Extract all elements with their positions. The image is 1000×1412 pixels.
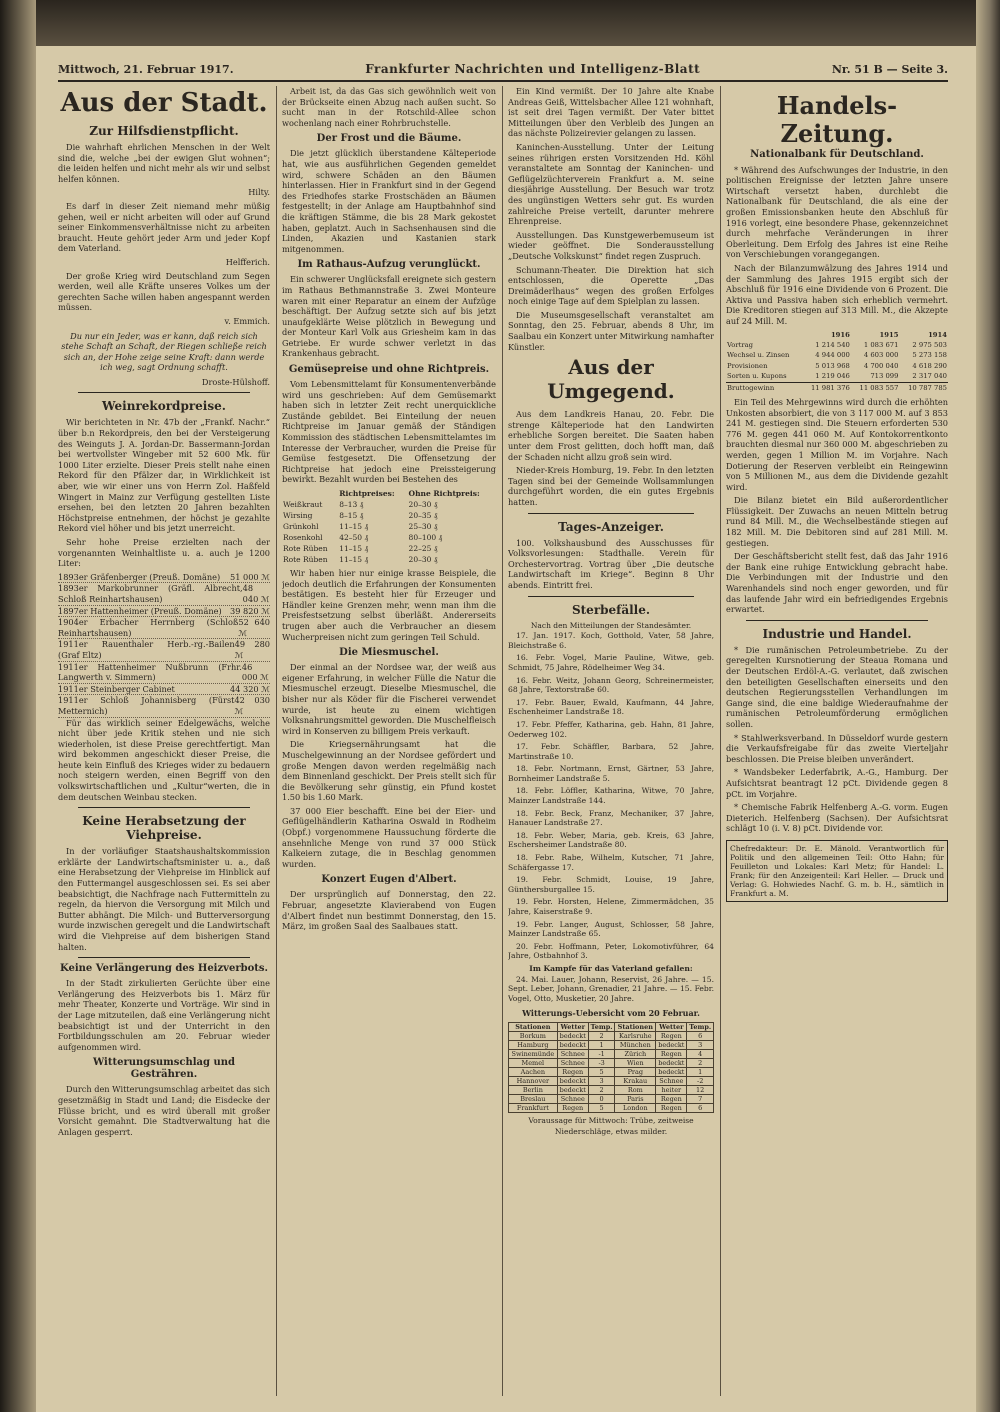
wine-row: 1893er Markobrunner (Gräfl. Albrecht, Schloß Reinhartshausen) 48 040 ℳ — [58, 583, 270, 604]
article-text: Ein Teil des Mehrgewinns wird durch die erhöhten Unkosten absorbiert, die von 3 117 000 M. auf 3 853 241 M. gestiegen sind. Die Steuern erforderten 530 776 M. gegen 441 060 M. Auf Kontokorrentkonto brauchten diesmal nur 360 000 M. abgeschrieben zu werden, gegen 1 Million M. im Vorjahre. Nach Dotierung der Reserven verbleibt ein Reingewinn von 5 Millionen M., aus dem die Dividende gezahlt wird. — [726, 396, 948, 492]
article-text: Vom Lebensmittelamt für Konsumentenverbände wird uns geschrieben: Auf dem Gemüsemarkt haben sich in letzter Zeit recht unerquickliche Zustände gebildet. Bei Einteilung der neuen Richtpreise im Januar gemäß der Ständigen Kommission des städtischen Lebensmittelamtes im Interesse der Verbraucher, wurden die Preise für Gemüse festgesetzt. Die Offensetzung der Richtpreise hat jedoch eine Preissteigerung bewirkt. Bezahlt wurden bei Bestehen des — [282, 379, 496, 485]
article-text: Es darf in dieser Zeit niemand mehr müßig gehen, weil er nicht arbeiten will oder auf Grund seiner Einkommensverhältnisse nicht zu arbeiten braucht. Heute gehört jeder Arm und jeder Kopf dem Vaterland. — [58, 200, 270, 254]
article-text: Sehr hohe Preise erzielten nach der vorgenannten Weinhaltliste u. a. auch je 1200 Liter: — [58, 537, 270, 569]
list-item: 17. Febr. Bauer, Ewald, Kaufmann, 44 Jahre, Eschenheimer Landstraße 18. — [508, 697, 714, 717]
table-row: Hannover bedeckt 3 Krakau Schnee -2 — [509, 1076, 714, 1085]
section-heading-city: Aus der Stadt. — [60, 88, 268, 118]
table-row: Rote Rüben 11–15 ₰ 20–30 ₰ — [283, 555, 438, 564]
section-heading-region: Aus der Umgegend. — [547, 355, 675, 404]
article-text: Die Bilanz bietet ein Bild außerordentlicher Flüssigkeit. Der Zuwachs an neuen Mitteln betrug rund 84 Mill. M., die Wechselbestände stiegen auf 182 Mill. M. Die Debitoren sind auf 281 Mill. M. gestiegen. — [726, 495, 948, 548]
divider — [528, 596, 694, 597]
wine-row: 1904er Erbacher Herrnberg (Schloß Reinhartshausen) 52 640 ℳ — [58, 617, 270, 638]
article-text: Der ursprünglich auf Donnerstag, den 22. Februar, angesetzte Klavierabend von Eugen d'Albert findet nun bestimmt Donnerstag, den 15. März, im großen Saal des Saalbaues statt. — [282, 889, 496, 932]
quote-signature: Helfferich. — [225, 256, 270, 267]
article-text: Der einmal an der Nordsee war, der weiß aus eigener Erfahrung, in welcher Fülle die Natur die Miesmuschel erzeugt. Dieselbe Miesmuschel, die bisher nur als Köder für die Fischerei verwendet wurde, ist heute zu einem wichtigen Volksnahrungsmittel geworden. Die Muschelfleisch wird in Konserven zu billigem Preis verkauft. — [282, 662, 496, 736]
list-item: 17. Febr. Schäffler, Barbara, 52 Jahre, Martinstraße 10. — [508, 742, 714, 761]
list-item: 18. Febr. Löffler, Katharina, Witwe, 70 Jahre, Mainzer Landstraße 144. — [508, 786, 714, 806]
table-row: Grünkohl 11–15 ₰ 25–30 ₰ — [283, 522, 438, 531]
newspaper-page — [36, 46, 976, 1412]
table-row: Sorten u. Kupons 1 219 046 713 099 2 317 040 — [727, 372, 947, 381]
article-text: Arbeit ist, da das Gas sich gewöhnlich weit von der Brückseite einen Abzug nach außen sucht. So sucht man in der Rotschild-Allee schon wochenlang nach einer Rohrbruchstelle. — [282, 86, 496, 128]
article-text: * Stahlwerksverband. In Düsseldorf wurde gestern die Verkaufsfreigabe für das zweite Vierteljahr beschlossen. Die Preise bleiben unverändert. — [726, 732, 948, 764]
section-heading-commerce: Handels-Zeitung. — [776, 91, 898, 148]
list-item: 17. Febr. Pfeffer, Katharina, geb. Hahn, 81 Jahre, Oederweg 102. — [508, 719, 714, 739]
section-heading-deaths: Sterbefälle. — [571, 602, 651, 617]
article-text: In der vorläufiger Staatshaushaltskommission erklärte der Landwirtschaftsminister u. a., daß eine Herabsetzung der Viehpreise im Hinblick auf den Futtermangel ausgeschlossen sei. Es sei aber beabsichtigt, die Nachfrage nach Futtermitteln zu regeln, da hiervon die Versorgung mit Milch und Butter abhängt. Die Milch- und Butterversorgung wurde inzwischen geregelt und die Landwirtschaft wird die Viehpreise auf dem bisherigen Stand halten. — [58, 846, 270, 952]
column-rule — [502, 86, 503, 1396]
weather-forecast: Voraussage für Mittwoch: Trübe, zeitweise Niederschläge, etwas milder. — [528, 1115, 694, 1136]
article-text: In der Stadt zirkulierten Gerüchte über eine Verlängerung des Heizverbots bis 1. März für mehr Theater, Konzerte und Vorträge. Wir sind in der Lage mitzuteilen, daß eine Verlängerung nicht beabsichtigt ist und der Unterricht in den Fortbildungsschulen am 20. Februar wieder aufgenommen wird. — [58, 978, 270, 1052]
deaths-subtitle: Nach den Mitteilungen der Standesämter. — [530, 620, 692, 630]
article-text: * Während des Aufschwunges der Industrie, in den politischen Ereignisse der letzten Jahre unsere Wirtschaft versetzt haben, durchlebt die Nationalbank für Deutschland, die als eine der großen Emissionsbanken heute den Abschluß für 1916 vorlegt, eine besondere Phase, gekennzeichnet durch mehrfache Veränderungen in ihrer Oberleitung. Dem Erfolg des Jahres ist eine Reihe von Verschiebungen vorangegangen. — [726, 164, 948, 260]
quote-signature: Hilty. — [248, 187, 270, 198]
page-right-edge — [976, 0, 1000, 1412]
wine-row: 1911er Rauenthaler Herb.-rg.-Bailen (Graf Eltz) 49 280 ℳ — [58, 639, 270, 660]
table-row: Provisionen 5 013 968 4 700 040 4 618 290 — [727, 361, 947, 370]
table-row: Memel Schnee -3 Wien bedeckt 2 — [509, 1058, 714, 1067]
article-text: Kaninchen-Ausstellung. Unter der Leitung seines rührigen ersten Vorsitzenden Hd. Köhl veranstaltete am Sonntag der Kaninchen- und Geflügelzüchterverein Frankfurt a. M. seine diesjährige Ausstellung. Der Besuch war trotz des ungünstigen Wetters sehr gut. Es wurden zahlreiche Preise verteilt, darunter mehrere Ehrenpreise. — [508, 141, 714, 227]
article-text: Durch den Witterungsumschlag arbeitet das sich gesetzmäßig in Stadt und Land; die Eisdecke der Flüsse bricht, und es wird überall mit großer Vorsicht gemahnt. Die Stadtverwaltung hat die Anlagen gesperrt. — [58, 1084, 270, 1137]
article-title-hilfsdienst: Zur Hilfsdienstpflicht. — [89, 124, 239, 138]
table-row: Wirsing 8–15 ₰ 20–35 ₰ — [283, 511, 438, 520]
article-text: * Chemische Fabrik Helfenberg A.-G. vorm. Eugen Dieterich. Helfenberg (Sachsen). Der Aufsichtsrat schlägt 10 (i. V. 8) pCt. Dividende vor. — [726, 802, 948, 834]
table-row: Swinemünde Schnee -1 Zürich Regen 4 — [509, 1049, 714, 1058]
article-text: Der Geschäftsbericht stellt fest, daß das Jahr 1916 der Bank eine ruhige Entwicklung gebracht habe. Die Verbindungen mit der Industrie und den Warenhandels sind noch enger geworden, und für das laufende Jahr wird ein befriedigendes Ergebnis erwartet. — [726, 551, 948, 615]
article-text: Für das wirklich seiner Edelgewächs, welche nicht über jede Kritik stehen und nie sich wiederholen, ist diese Preise gerechtfertigt. Man wird bekommen angeschickt dieser Preise, die heute kein Einfluß des Krieges wider zu bedauern noch steigern werden, einen Begriff von den volkswirtschaftlichen und „Kultur“werten, die in dem deutschen Weinbau stecken. — [58, 717, 270, 802]
article-text: Wir haben hier nur einige krasse Beispiele, die jedoch deutlich die Erfahrungen der Konsumenten bestätigen. Es besteht hier für Erzeuger und Händler keine Grenzen mehr, wenn man ihm die Preisfestsetzung selbst überläßt. Andererseits trugen aber auch die Verbraucher an diesem Wucherpreisen nicht zum geringen Teil Schuld. — [282, 568, 496, 642]
table-row: Rosenkohl 42–50 ₰ 80–100 ₰ — [283, 533, 443, 542]
column-4 — [726, 86, 948, 1396]
page-top-edge — [36, 0, 1000, 46]
table-row: Bruttogewinn 11 981 376 11 083 557 10 787 785 — [727, 383, 947, 392]
wine-row: 1897er Hattenheimer (Preuß. Domäne) 39 820 ℳ — [58, 605, 270, 616]
article-title-frost: Der Frost und die Bäume. — [316, 133, 462, 145]
wine-row: 1911er Schloß Johannisberg (Fürst Metternich) 42 030 ℳ — [58, 695, 270, 716]
table-row: Rote Rüben 11–15 ₰ 22–25 ₰ — [283, 544, 438, 553]
list-item: 16. Febr. Vogel, Marie Pauline, Witwe, geb. Schmidt, 75 Jahre, Rödelheimer Weg 34. — [508, 653, 714, 672]
masthead — [58, 58, 948, 82]
masthead-page-number: Nr. 51 B — Seite 3. — [831, 62, 948, 76]
column-rule — [276, 86, 277, 1396]
article-text: Die Museumsgesellschaft veranstaltet am Sonntag, den 25. Februar, abends 8 Uhr, im Saalbau ein Konzert unter Mitwirkung namhafter Künstler. — [508, 309, 714, 352]
list-item: 19. Febr. Schmidt, Louise, 19 Jahre, Günthersburgallee 15. — [508, 875, 714, 894]
table-row: Frankfurt Regen 5 London Regen 6 — [509, 1103, 714, 1112]
table-row: Berlin bedeckt 2 Rom heiter 12 — [509, 1085, 714, 1094]
vegetable-price-table — [282, 488, 496, 565]
list-item: 18. Febr. Weber, Maria, geb. Kreis, 63 Jahre, Eschersheimer Landstraße 80. — [508, 830, 714, 850]
list-item: 18. Febr. Nortmann, Ernst, Gärtner, 53 Jahre, Bornheimer Landstraße 5. — [508, 764, 714, 783]
article-text: * Die rumänischen Petroleumbetriebe. Zu der geregelten Kursnotierung der Steaua Romana und der Deutschen Erdöl-A.-G. verlautet, daß zwischen den beteiligten Gesellschaften einerseits und den deutschen Regierungsstellen Verhandlungen im Gange sind, die eine baldige Wiederaufnahme der rumänischen Petroleumförderung ermöglichen sollen. — [726, 644, 948, 729]
poem-verse: Du nur ein Jeder, was er kann, daß reich sich stehe Schaft an Schaft, der Riegen schließe reich sich an, der Hohe zeige seine Kraft: dann werde ich weg, sagt Ordnung schafft. — [61, 330, 267, 373]
article-text: Ein schwerer Unglücksfall ereignete sich gestern im Rathaus Bethmannstraße 3. Zwei Monteure waren mit einer Reparatur an einem der Aufzüge beschäftigt. Der Aufzug setzte sich auf bis jetzt unaufgeklärte Weise plötzlich in Bewegung und der Monteur Karl Volk aus Griesheim kam in das Getriebe. Er wurde schwer verletzt in das Krankenhaus gebracht. — [282, 274, 496, 359]
column-2 — [282, 86, 496, 1396]
table-row: Wechsel u. Zinsen 4 944 000 4 603 000 5 273 158 — [727, 351, 947, 360]
table-row: Borkum bedeckt 2 Karlsruhe Regen 6 — [509, 1031, 714, 1040]
table-row: Aachen Regen 5 Prag bedeckt 1 — [509, 1067, 714, 1076]
article-title-industry: Industrie und Handel. — [762, 626, 912, 641]
article-text: Die Kriegsernährungsamt hat die Muschelgewinnung an der Nordsee gefördert und große Mengen davon werden regelmäßig nach dem Binnenland geschickt. Der Preis stellt sich für die Bevölkerung sehr günstig, ein Pfund kostet 1.50 bis 1.60 Mark. — [282, 739, 496, 803]
article-title-vegetables: Gemüsepreise und ohne Richtpreis. — [288, 364, 490, 376]
section-heading-daily-events: Tages-Anzeiger. — [558, 519, 664, 534]
article-text: Wir berichteten in Nr. 47b der „Frankf. Nachr.“ über b.n Rekordpreis, den bei der Versteigerung des Weinguts J. A. Jordan-Dr. Bassermann-Jordan bei wertvollster Wingeber mit 52 600 Mk. für 1000 Liter erzielte. Dieser Preis stellt nahe einen Rekord für den Pfälzer dar, in Wirklichkeit ist aber, wie wir einer uns von Herrn Zol. Haßfeld Wingert in Mainz zur Verfügung gestellten Liste ersehen, bei den letzten 20 Jahren bezahlten Höchstpreise entnehmen, der höchst je gezahlte Rekord viel höher und bis jetzt unerreicht. — [58, 417, 270, 534]
list-item: 18. Febr. Rabe, Wilhelm, Kutscher, 71 Jahre, Schäfergasse 17. — [508, 853, 714, 872]
masthead-date: Mittwoch, 21. Februar 1917. — [58, 62, 234, 76]
weather-table — [508, 1022, 714, 1113]
table-header: 1916 1915 1914 — [830, 330, 947, 339]
fallen-list: 24. Mai. Lauer, Johann, Reservist, 26 Jahre. — 15. Sept. Leber, Johann, Grenadier, 21 Jahre. — 15. Febr. Vogel, Otto, Musketier, 20 Jahre. — [508, 974, 714, 1003]
article-title-concert: Konzert Eugen d'Albert. — [321, 874, 457, 886]
fallen-heading: Im Kampfe für das Vaterland gefallen: — [529, 963, 693, 973]
table-row: Weißkraut 8–13 ₰ 20–30 ₰ — [283, 500, 438, 509]
column-3 — [508, 86, 714, 1396]
table-row: Vortrag 1 214 540 1 083 671 2 975 503 — [727, 340, 947, 349]
article-title-elevator: Im Rathaus-Aufzug verunglückt. — [297, 259, 481, 271]
wine-row: 1911er Hattenheimer Nußbrunn (Frhr. Langwerth v. Simmern) 46 000 ℳ — [58, 661, 269, 683]
obituary-list — [508, 631, 714, 961]
column-1 — [58, 86, 270, 1396]
list-item: 16. Febr. Weitz, Johann Georg, Schreinermeister, 68 Jahre, Textorstraße 60. — [508, 675, 714, 695]
article-title-nationalbank: Nationalbank für Deutschland. — [750, 149, 924, 160]
article-title-livestock: Keine Herabsetzung der Viehpreise. — [82, 814, 246, 843]
wine-price-list — [58, 572, 270, 718]
table-row: Breslau Schnee 0 Paris Regen 7 — [509, 1094, 714, 1103]
article-text: * Wandsbeker Lederfabrik, A.-G., Hamburg. Der Aufsichtsrat beantragt 12 pCt. Dividende gegen 8 pCt. im Vorjahre. — [726, 767, 948, 799]
book-spine — [0, 0, 36, 1412]
imprint-box: Chefredakteur: Dr. E. Mänold. Verantwortlich für Politik und den allgemeinen Teil: Otto Hahn; für Feuilleton und Lokales: Karl Metz; für Handel: L. Frank; für den Anzeigenteil: Karl Heller. — Druck und Verlag: G. Hohwiedes Nachf. G. m. b. H., sämtlich in Frankfurt a. M. — [726, 840, 948, 902]
list-item: 19. Febr. Langer, August, Schlosser, 58 Jahre, Mainzer Landstraße 65. — [508, 919, 714, 939]
list-item: 17. Jan. 1917. Koch, Gotthold, Vater, 58 Jahre, Bleichstraße 6. — [508, 631, 714, 650]
article-text: Die wahrhaft ehrlichen Menschen in der Welt sind die, welche „bei der ewigen Glut wohnen“; die leiden helfen und nicht mehr als wir und selbst helfen können. — [58, 142, 270, 184]
article-title-wine: Weinrekordpreise. — [102, 399, 226, 414]
quote-signature: v. Emmich. — [224, 315, 270, 326]
wine-row: 1911er Steinberger Cabinet 44 320 ℳ — [58, 683, 270, 694]
article-text: Ein Kind vermißt. Der 10 Jahre alte Knabe Andreas Geiß, Wittelsbacher Allee 121 wohnhaft, ist seit drei Tagen vermißt. Der Vater bittet Mitteilungen über den Verbleib des Jungen an das nächste Polizeirevier gelangen zu lassen. — [508, 86, 714, 139]
article-text: Nieder-Kreis Homburg, 19. Febr. In den letzten Tagen sind bei der Gemeinde Wollsammlungen durchgeführt worden, die ein gutes Ergebnis hatten. — [508, 465, 714, 507]
list-item: 19. Febr. Horsten, Helene, Zimmermädchen, 35 Jahre, Kaiserstraße 9. — [508, 897, 714, 916]
article-title-mussel: Die Miesmuschel. — [339, 647, 439, 659]
article-text: Nach der Bilanzumwälzung des Jahres 1914 und der Sammlung des Jahres 1915 ergibt sich der Abschluß für 1916 eine Dividende von 6 Prozent. Die Aktiva und Passiva haben sich erheblich vermehrt. Die Kreditoren stiegen auf 313 Mill. M., die Akzepte auf 24 Mill. M. — [726, 262, 948, 326]
table-header: Stationen Wetter Temp. Stationen Wetter Temp. — [509, 1022, 714, 1031]
article-text: Der große Krieg wird Deutschland zum Segen werden, weil alle Kräfte unseres Volkes um der gerechten Sache willen haben angespannt werden müssen. — [58, 270, 270, 313]
wine-row: 1893er Gräfenberger (Preuß. Domäne) 51 000 ℳ — [58, 571, 270, 582]
article-title-heating: Keine Verlängerung des Heizverbots. — [60, 963, 268, 975]
article-text: Die jetzt glücklich überstandene Kälteperiode hat, wie aus ausführlichen Gegenden gemeldet wird, schwere Schäden an den Bäumen hinterlassen. Hier in Frankfurt sind in der Gegend des Friedhofes starke Frostschäden an Bäumen festgestellt; in der Anlage am Hauptbahnhof sind die kräftigen Stämme, die bis 28 Mark gekostet haben, geplatzt. Auch in Sachsenhausen sind die Linden, Akazien und Kastanien stark mitgenommen. — [282, 148, 496, 254]
quote-signature: Droste-Hülshoff. — [201, 376, 270, 387]
article-text: Aus dem Landkreis Hanau, 20. Febr. Die strenge Kälteperiode hat den Landwirten erhebliche Sorgen bereitet. Die Saaten haben unter dem Frost gelitten, doch hofft man, daß der Schaden nicht allzu groß sein wird. — [508, 409, 714, 462]
list-item: 18. Febr. Beck, Franz, Mechaniker, 37 Jahre, Hanauer Landstraße 27. — [508, 808, 714, 828]
article-title-weather-change: Witterungsumschlag und Gesträhren. — [92, 1057, 235, 1081]
divider — [528, 513, 694, 514]
column-rule — [720, 86, 721, 1396]
article-text: 100. Volkshausbund des Ausschusses für Volksvorlesungen: Stadthalle. Verein für Orchestervortrag. Vortrag über „Die deutsche Landwirtschaft im Kriege“. Beginn 8 Uhr abends. Eintritt frei. — [508, 537, 714, 590]
masthead-title: Frankfurter Nachrichten und Intelligenz-Blatt — [365, 62, 701, 76]
table-header: Richtpreises: Ohne Richtpreis: — [339, 489, 480, 498]
divider — [78, 957, 250, 958]
divider — [746, 620, 928, 621]
bank-statistics-table — [726, 330, 948, 393]
article-text: Ausstellungen. Das Kunstgewerbemuseum ist wieder geöffnet. Die Sonderausstellung „Deutsche Volkskunst“ findet regen Zuspruch. — [508, 229, 714, 261]
divider — [78, 807, 250, 808]
table-row: Hamburg bedeckt 1 München bedeckt 3 — [509, 1040, 714, 1049]
weather-title: Witterungs-Uebersicht vom 20 Februar. — [522, 1008, 700, 1019]
divider — [78, 392, 250, 393]
article-text: Schumann-Theater. Die Direktion hat sich entschlossen, die Operette „Das Dreimäderlhaus“ wegen des großen Erfolges noch einige Tage auf dem Spielplan zu lassen. — [508, 264, 714, 307]
article-text: 37 000 Eier beschafft. Eine bei der Eier- und Geflügelhändlerin Katharina Oswald in Rodheim (Obpf.) vorgenommene Haussuchung förderte die ansehnliche Menge von rund 37 000 Stück Kalkeiern zutage, die in Beschlag genommen wurden. — [282, 805, 496, 869]
list-item: 20. Febr. Hoffmann, Peter, Lokomotivführer, 64 Jahre, Ostbahnhof 3. — [508, 941, 714, 961]
